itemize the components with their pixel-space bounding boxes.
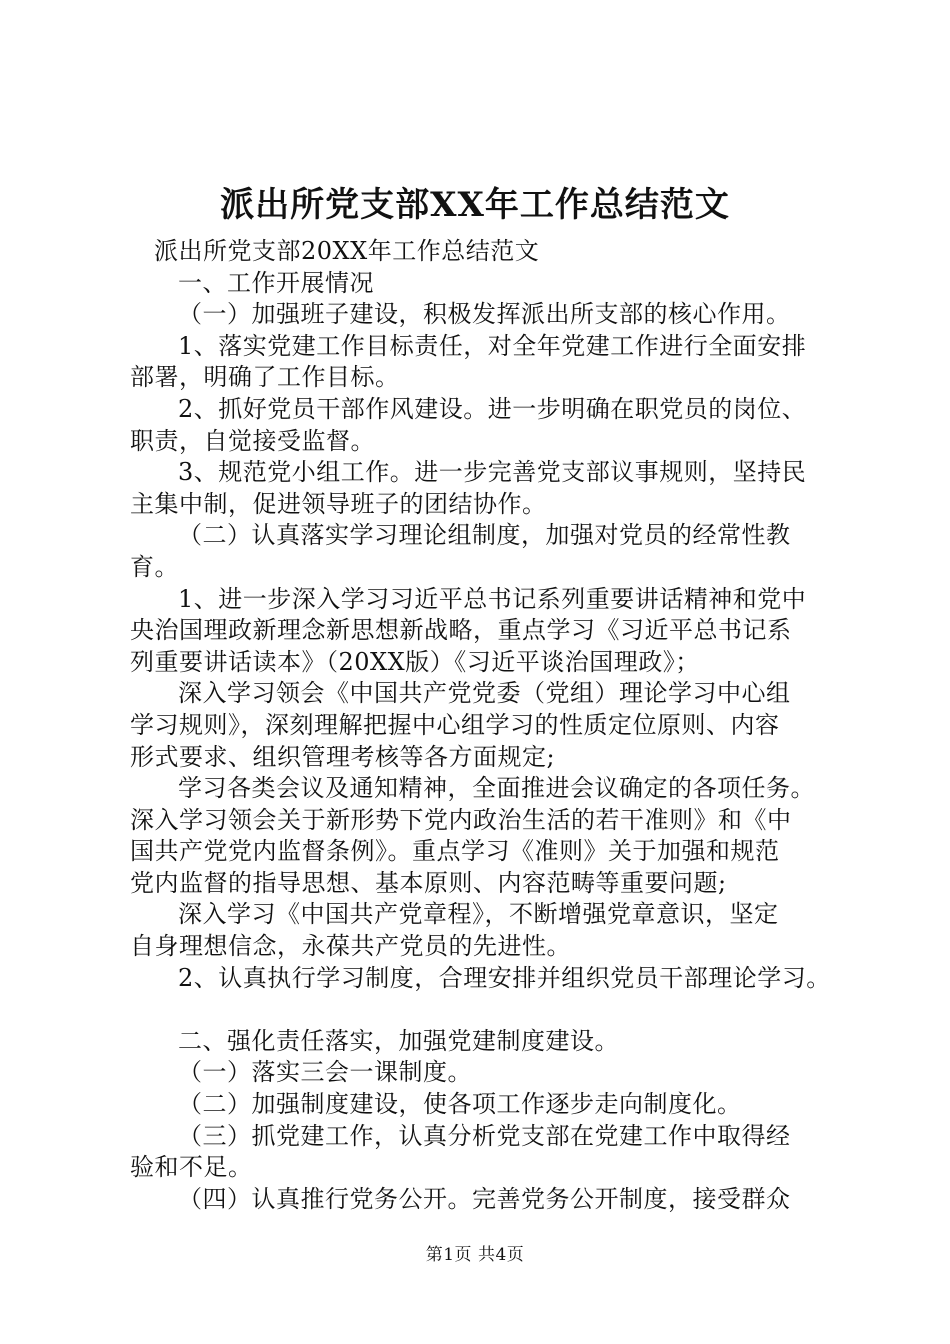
body-line: 一、工作开展情况	[178, 268, 374, 297]
body-line: 2、认真执行学习制度，合理安排并组织党员干部理论学习。	[178, 963, 831, 992]
body-line: （二）加强制度建设，使各项工作逐步走向制度化。	[178, 1090, 742, 1119]
body-line: 1、进一步深入学习习近平总书记系列重要讲话精神和党中	[178, 584, 807, 613]
body-line: 学习各类会议及通知精神，全面推进会议确定的各项任务。	[178, 774, 815, 803]
body-line: 2、抓好党员干部作风建设。进一步明确在职党员的岗位、	[178, 394, 807, 423]
page-footer: 第1页 共4页	[425, 1245, 525, 1265]
body-line: 深入学习《中国共产党章程》，不断增强党章意识，坚定	[178, 900, 779, 929]
body-line: 自身理想信念，永葆共产党员的先进性。	[130, 932, 571, 961]
body-line: 主集中制，促进领导班子的团结协作。	[130, 489, 547, 518]
body-line: 3、规范党小组工作。进一步完善党支部议事规则，坚持民	[178, 458, 807, 487]
body-line: 形式要求、组织管理考核等各方面规定;	[130, 742, 556, 771]
body-line: （三）抓党建工作，认真分析党支部在党建工作中取得经	[178, 1121, 791, 1150]
body-line: 派出所党支部20XX年工作总结范文	[154, 237, 540, 265]
document-body	[130, 236, 855, 1215]
body-line: 列重要讲话读本》（20XX版）《习近平谈治国理政》；	[130, 647, 700, 676]
body-line: 育。	[130, 552, 179, 581]
body-line: （四）认真推行党务公开。完善党务公开制度，接受群众	[178, 1184, 791, 1213]
body-line: 党内监督的指导思想、基本原则、内容范畴等重要问题;	[130, 868, 727, 897]
body-line: 验和不足。	[130, 1153, 253, 1182]
document-title: 派出所党支部XX年工作总结范文	[220, 185, 730, 225]
body-line: （一）落实三会一课制度。	[178, 1058, 472, 1087]
body-line: 二、强化责任落实，加强党建制度建设。	[178, 1026, 619, 1055]
body-line: 深入学习领会关于新形势下党内政治生活的若干准则》和《中	[130, 805, 792, 834]
body-line: 深入学习领会《中国共产党党委（党组）理论学习中心组	[178, 679, 791, 708]
paragraph-gap	[130, 994, 855, 1026]
body-line: 职责，自觉接受监督。	[130, 426, 375, 455]
body-line: 1、落实党建工作目标责任，对全年党建工作进行全面安排	[178, 331, 807, 360]
body-line: 国共产党党内监督条例》。重点学习《准则》关于加强和规范	[130, 837, 780, 866]
body-line: （一）加强班子建设，积极发挥派出所支部的核心作用。	[178, 300, 791, 329]
body-line: 部署，明确了工作目标。	[130, 363, 400, 392]
body-line: （二）认真落实学习理论组制度，加强对党员的经常性教	[178, 521, 791, 550]
body-line: 央治国理政新理念新思想新战略，重点学习《习近平总书记系	[130, 616, 792, 645]
body-line: 学习规则》，深刻理解把握中心组学习的性质定位原则、内容	[130, 710, 780, 739]
